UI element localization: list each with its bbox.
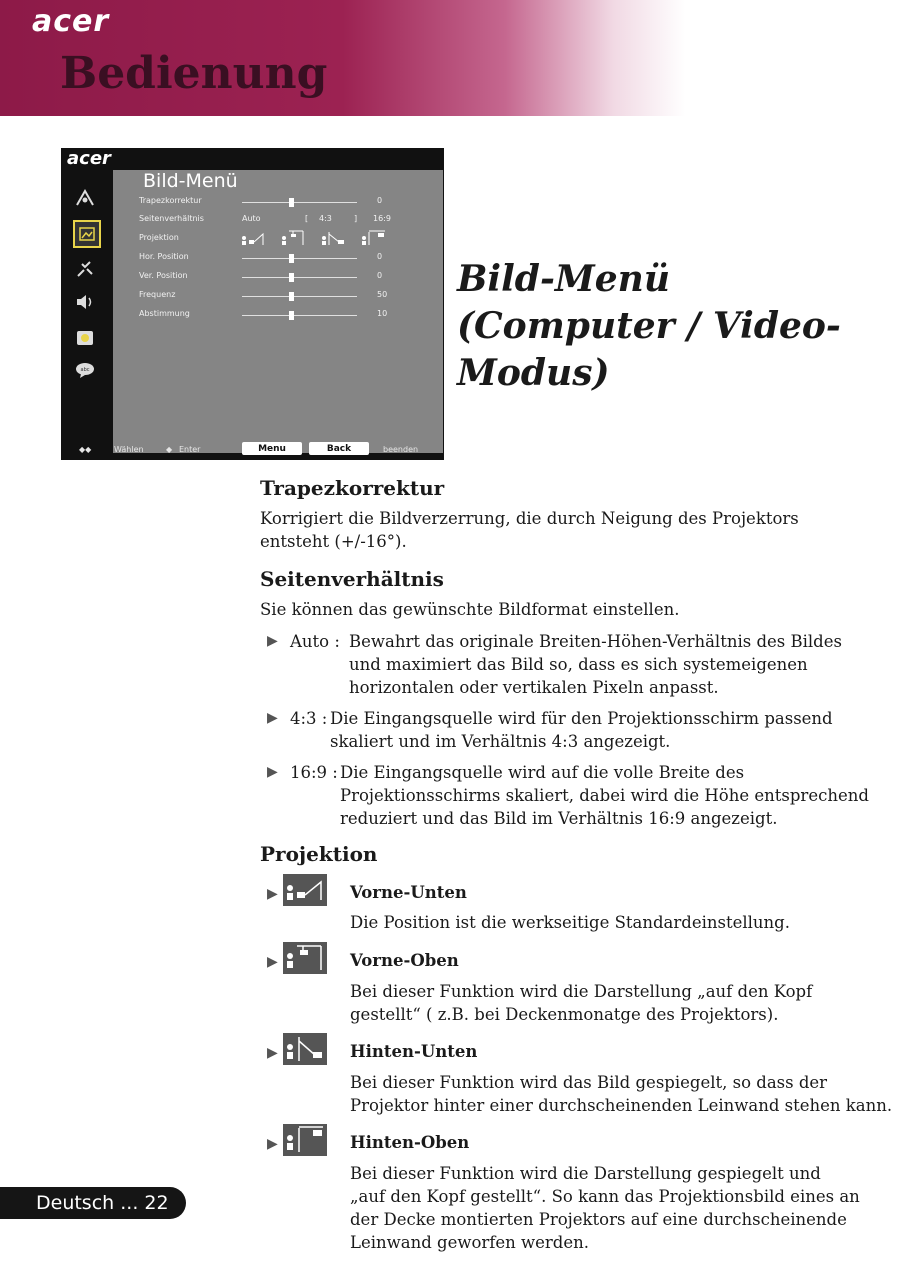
front-ceiling-icon[interactable] bbox=[281, 230, 307, 246]
acer-logo: acer bbox=[32, 4, 110, 39]
text-line: Leinwand geworfen werden. bbox=[350, 1233, 590, 1252]
osd-row-aspect[interactable] bbox=[139, 214, 439, 228]
slider-track bbox=[242, 277, 357, 278]
list-text: Projektionsschirms skaliert, dabei wird die Höhe entsprechend bbox=[340, 786, 869, 805]
rear-ceiling-icon bbox=[283, 1124, 327, 1156]
projection-title: Vorne-Unten bbox=[350, 883, 467, 902]
settings-icon bbox=[73, 258, 97, 282]
list-text: und maximiert das Bild so, dass es sich systemeigenen bbox=[349, 655, 808, 674]
page-title: Bedienung bbox=[60, 48, 328, 99]
slider-track bbox=[242, 315, 357, 316]
list-text: skaliert und im Verhältnis 4:3 angezeigt. bbox=[330, 732, 671, 751]
bullet-arrow-icon: ▶ bbox=[267, 1045, 278, 1061]
osd-row-value: 0 bbox=[377, 252, 383, 261]
color-icon bbox=[73, 186, 97, 210]
osd-panel bbox=[113, 170, 443, 453]
osd-exit-hint: beenden bbox=[383, 445, 419, 454]
osd-back-button[interactable]: Back bbox=[309, 442, 369, 455]
text-line: Bei dieser Funktion wird die Darstellung „auf den Kopf bbox=[350, 982, 813, 1001]
osd-row-label: Projektion bbox=[139, 233, 179, 242]
slider-knob[interactable] bbox=[289, 254, 294, 263]
osd-row-vpos[interactable] bbox=[139, 271, 439, 285]
option-bracket-close: ] bbox=[354, 214, 358, 223]
bullet-arrow-icon: ▶ bbox=[267, 954, 278, 970]
slider-track bbox=[242, 258, 357, 259]
osd-row-hpos[interactable] bbox=[139, 252, 439, 266]
slider-track bbox=[242, 202, 357, 203]
heading-trapezkorrektur: Trapezkorrektur bbox=[260, 476, 445, 500]
text-line: gestellt“ ( z.B. bei Deckenmonatge des Projektors). bbox=[350, 1005, 779, 1024]
list-key: Auto : bbox=[290, 632, 340, 651]
text-line: Die Position ist die werkseitige Standardeinstellung. bbox=[350, 913, 790, 932]
list-text: Die Eingangsquelle wird für den Projektionsschirm passend bbox=[330, 709, 833, 728]
osd-row-value: 50 bbox=[377, 290, 388, 299]
audio-icon bbox=[73, 290, 97, 314]
osd-title: Bild-Menü bbox=[143, 170, 238, 192]
projection-title: Vorne-Oben bbox=[350, 951, 459, 970]
osd-row-label: Trapezkorrektur bbox=[139, 196, 202, 205]
section-title-line: (Computer / Video- bbox=[457, 305, 841, 347]
svg-text:abc: abc bbox=[80, 367, 90, 373]
osd-row-projection[interactable] bbox=[139, 233, 439, 247]
section-title-line: Bild-Menü bbox=[457, 258, 670, 300]
osd-row-keystone[interactable] bbox=[139, 196, 439, 210]
osd-menu-button[interactable]: Menu bbox=[242, 442, 302, 455]
list-key: 4:3 : bbox=[290, 709, 328, 728]
page-number-tab: Deutsch ... 22 bbox=[0, 1187, 186, 1219]
osd-screenshot bbox=[61, 148, 444, 460]
osd-enter-hint: Enter bbox=[179, 445, 201, 454]
bullet-arrow-icon: ▶ bbox=[267, 710, 278, 726]
osd-row-value: 0 bbox=[377, 271, 383, 280]
option-auto[interactable]: Auto bbox=[242, 214, 261, 223]
osd-acer-logo: acer bbox=[67, 148, 111, 169]
list-key: 16:9 : bbox=[290, 763, 338, 782]
heading-projektion: Projektion bbox=[260, 842, 378, 866]
option-4-3[interactable]: 4:3 bbox=[319, 214, 332, 223]
text-line: „auf den Kopf gestellt“. So kann das Projektionsbild eines an bbox=[350, 1187, 860, 1206]
projection-desc bbox=[350, 980, 812, 1026]
front-desk-icon bbox=[283, 874, 327, 906]
heading-seitenverhaeltnis: Seitenverhältnis bbox=[260, 567, 444, 591]
osd-select-hint: Wählen bbox=[114, 445, 144, 454]
text-line: Bei dieser Funktion wird die Darstellung gespiegelt und bbox=[350, 1164, 821, 1183]
rear-ceiling-icon[interactable] bbox=[361, 230, 387, 246]
section-title bbox=[457, 256, 841, 397]
text-line: Bei dieser Funktion wird das Bild gespiegelt, so dass der bbox=[350, 1073, 828, 1092]
slider-knob[interactable] bbox=[289, 292, 294, 301]
up-down-icon: ◆◆ bbox=[79, 445, 92, 454]
projection-desc bbox=[350, 1162, 860, 1254]
slider-knob[interactable] bbox=[289, 273, 294, 282]
osd-row-label: Hor. Position bbox=[139, 252, 189, 261]
rear-desk-icon bbox=[283, 1033, 327, 1065]
language-icon bbox=[73, 358, 97, 382]
paragraph bbox=[260, 507, 799, 553]
timer-icon bbox=[73, 326, 97, 350]
rear-desk-icon[interactable] bbox=[321, 230, 347, 246]
header-banner bbox=[0, 0, 902, 116]
front-desk-icon[interactable] bbox=[241, 230, 267, 246]
osd-footer bbox=[61, 440, 444, 460]
projection-title: Hinten-Oben bbox=[350, 1133, 470, 1152]
bullet-arrow-icon: ▶ bbox=[267, 886, 278, 902]
osd-row-label: Ver. Position bbox=[139, 271, 188, 280]
bullet-arrow-icon: ▶ bbox=[267, 764, 278, 780]
front-ceiling-icon bbox=[283, 942, 327, 974]
option-bracket-open: [ bbox=[305, 214, 309, 223]
osd-row-value: 0 bbox=[377, 196, 383, 205]
bullet-arrow-icon: ▶ bbox=[267, 1136, 278, 1152]
projection-title: Hinten-Unten bbox=[350, 1042, 478, 1061]
text-line: Korrigiert die Bildverzerrung, die durch Neigung des Projektors bbox=[260, 509, 799, 528]
section-title-line: Modus) bbox=[457, 352, 610, 394]
projection-desc bbox=[350, 1071, 892, 1117]
osd-row-label: Frequenz bbox=[139, 290, 176, 299]
slider-knob[interactable] bbox=[289, 198, 294, 207]
text-line: entsteht (+/-16°). bbox=[260, 532, 407, 551]
projection-desc bbox=[350, 911, 790, 934]
picture-icon bbox=[73, 220, 101, 248]
osd-sidebar bbox=[61, 170, 111, 440]
option-16-9[interactable]: 16:9 bbox=[373, 214, 391, 223]
slider-knob[interactable] bbox=[289, 311, 294, 320]
list-text: Die Eingangsquelle wird auf die volle Breite des bbox=[340, 763, 745, 782]
enter-icon: ◆ bbox=[166, 445, 173, 454]
text-line: der Decke montierten Projektors auf eine durchscheinende bbox=[350, 1210, 847, 1229]
bullet-arrow-icon: ▶ bbox=[267, 633, 278, 649]
slider-track bbox=[242, 296, 357, 297]
paragraph: Sie können das gewünschte Bildformat einstellen. bbox=[260, 600, 680, 619]
osd-row-tracking[interactable] bbox=[139, 309, 439, 323]
list-text: Bewahrt das originale Breiten-Höhen-Verhältnis des Bildes bbox=[349, 632, 842, 651]
osd-row-label: Abstimmung bbox=[139, 309, 190, 318]
list-text: reduziert und das Bild im Verhältnis 16:9 angezeigt. bbox=[340, 809, 778, 828]
text-line: Projektor hinter einer durchscheinenden Leinwand stehen kann. bbox=[350, 1096, 893, 1115]
osd-row-label: Seitenverhältnis bbox=[139, 214, 204, 223]
osd-row-frequency[interactable] bbox=[139, 290, 439, 304]
list-text: horizontalen oder vertikalen Pixeln anpasst. bbox=[349, 678, 719, 697]
osd-row-value: 10 bbox=[377, 309, 388, 318]
